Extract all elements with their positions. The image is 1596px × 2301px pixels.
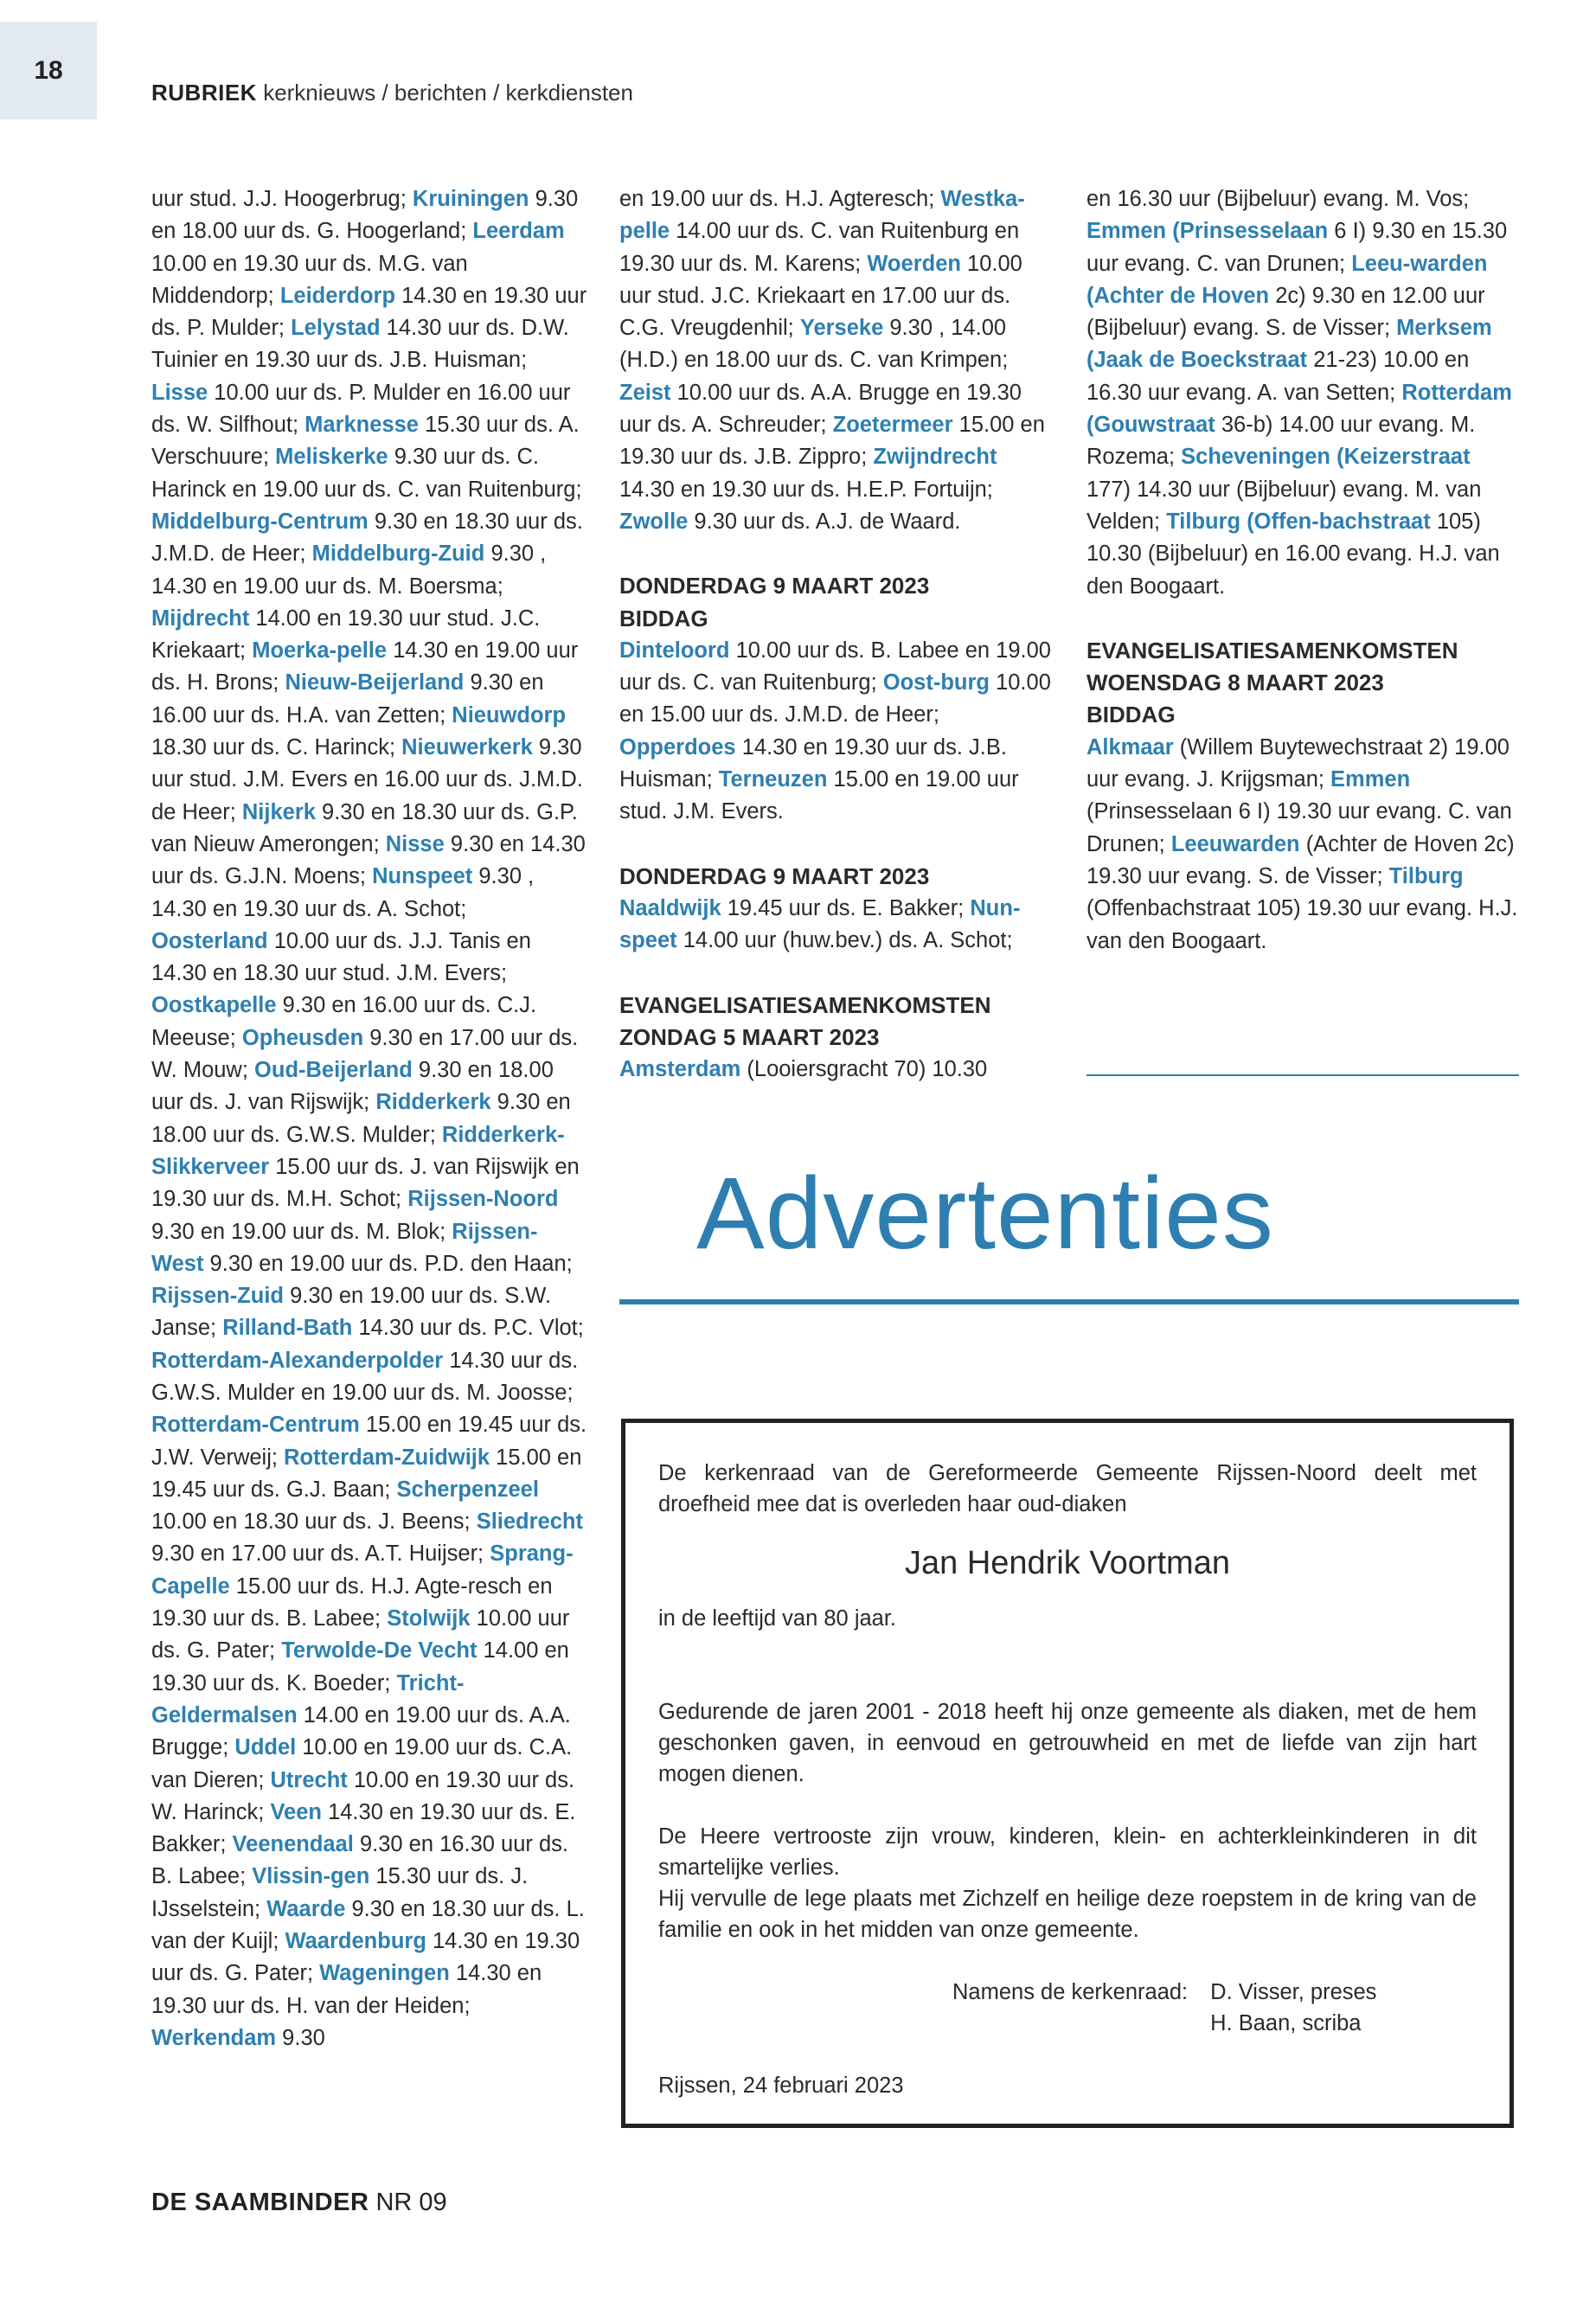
location-name: Dinteloord [619, 638, 730, 663]
location-name: Nisse [385, 831, 445, 856]
notice-place-date: Rijssen, 24 februari 2023 [658, 2073, 904, 2098]
notice-paragraph: De Heere vertrooste zijn vrouw, kinderen, klein- en achterkleinkinderen in dit smartelijke verlies. [658, 1824, 1477, 1880]
location-name: Alkmaar [1086, 734, 1174, 760]
service-details: 14.30 en 19.30 uur ds. J.B. Huisman; [619, 734, 1007, 792]
service-details: 15.00 en 19.00 uur stud. J.M. Evers. [619, 767, 1019, 824]
location-name: Oostkapelle [151, 993, 277, 1018]
notice-signature [952, 1977, 1376, 2039]
column-2-services [619, 183, 1056, 1086]
signer-scriba: H. Baan, scriba [1210, 2011, 1362, 2035]
location-name: Werkendam [151, 2025, 277, 2050]
service-details: 2c) 9.30 en 12.00 uur (Bijbeluur) evang. S. de Visser; [1086, 283, 1485, 341]
service-details: (Offenbachstraat 105) 19.30 uur evang. H.J. van den Boogaart. [1086, 896, 1518, 953]
service-details: 15.00 en 19.45 uur ds. J.W. Verweij; [151, 1413, 587, 1470]
service-details: 10.00 uur ds. P. Mulder en 16.00 uur ds. W. Silfhout; [151, 380, 571, 438]
service-details: 177) 14.30 uur (Bijbeluur) evang. M. van Velden; [1086, 477, 1482, 534]
thursday-services [619, 893, 1056, 958]
service-details: 10.00 en 19.00 uur ds. C.A. van Dieren; [151, 1735, 573, 1792]
service-details: 10.00 en 18.30 uur ds. J. Beens; [151, 1509, 477, 1535]
service-details: 9.30 en 18.30 uur ds. J.M.D. de Heer; [151, 509, 583, 567]
page-number: 18 [0, 22, 97, 119]
service-details: 10.00 en 19.30 uur ds. W. Harinck; [151, 1767, 575, 1824]
page-header [151, 80, 633, 106]
service-details: 14.30 uur ds. D.W. Tuinier en 19.30 uur ds. J.B. Huisman; [151, 316, 569, 373]
location-name: Sliedrecht [476, 1509, 583, 1535]
location-name: Stolwijk [387, 1606, 471, 1631]
service-details: 10.00 uur ds. G. Pater; [151, 1606, 570, 1663]
location-name: Ridderkerk [375, 1090, 491, 1115]
location-name: Leerdam [472, 219, 565, 244]
column-3-services [1086, 183, 1519, 958]
service-details: 14.30 en 19.30 uur ds. G. Pater; [151, 1929, 580, 1986]
location-name: Tricht-Geldermalsen [151, 1670, 465, 1727]
location-name: Leiderdorp [279, 283, 396, 308]
service-details: 9.30 , 14.00 (H.D.) en 18.00 uur ds. C. van Krimpen; [619, 316, 1009, 373]
service-details: 15.00 en 19.30 uur ds. J.B. Zippro; [619, 413, 1045, 470]
location-name: Nieuw-Beijerland [285, 670, 465, 695]
service-details: 15.00 en 19.45 uur ds. G.J. Baan; [151, 1445, 582, 1502]
service-details: (Willem Buytewechstraat 2) 19.00 uur evang. J. Krijgsman; [1086, 734, 1509, 792]
advertenties-rule [619, 1299, 1519, 1304]
service-details: 9.30 uur stud. J.M. Evers en 16.00 uur ds. J.M.D. de Heer; [151, 735, 583, 824]
service-details: 9.30 en 17.00 uur ds. W. Mouw; [151, 1025, 579, 1083]
service-details: 15.00 uur ds. H.J. Agte-resch en 19.30 uur ds. B. Labee; [151, 1574, 553, 1631]
location-name: Rotterdam (Gouwstraat [1086, 380, 1512, 438]
service-details: (Looiersgracht 70) 10.30 [740, 1057, 988, 1082]
service-details: 9.30 , 14.30 en 19.30 uur ds. A. Schot; [151, 864, 535, 921]
service-details: 14.00 en 19.00 uur ds. A.A. Brugge; [151, 1702, 571, 1760]
location-name: Leeuwarden [1170, 831, 1300, 856]
service-details: 9.30 uur ds. A.J. de Waard. [688, 509, 961, 534]
location-name: Rotterdam-Alexanderpolder [151, 1348, 444, 1373]
location-name: Mijdrecht [151, 606, 250, 631]
service-details: 9.30 en 18.00 uur ds. J. van Rijswijk; [151, 1058, 554, 1115]
service-details: 10.00 uur ds. J.J. Tanis en 14.30 en 18.30 uur stud. J.M. Evers; [151, 928, 531, 986]
location-name: Uddel [234, 1735, 297, 1760]
location-name: Vlissin-gen [252, 1864, 370, 1889]
location-name: Middelburg-Centrum [151, 509, 369, 534]
section-subheading: BIDDAG [1086, 702, 1176, 728]
advertenties-title: Advertenties [696, 1157, 1274, 1271]
column-divider [1086, 1074, 1519, 1076]
section-heading: EVANGELISATIESAMENKOMSTEN [1086, 637, 1458, 663]
service-details: 9.30 en 19.00 uur ds. S.W. Janse; [151, 1284, 552, 1341]
service-details: 15.30 uur ds. A. Verschuure; [151, 413, 580, 470]
location-name: Marknesse [304, 413, 419, 438]
service-details: 18.30 uur ds. C. Harinck; [151, 735, 402, 760]
service-details: 105) 10.30 (Bijbeluur) en 16.00 evang. H.J. van den Boogaart. [1086, 509, 1500, 599]
location-name: Veen [270, 1799, 322, 1824]
service-details: 9.30 en 17.00 uur ds. A.T. Huijser; [151, 1541, 490, 1567]
service-details: 10.00 uur ds. A.A. Brugge en 19.30 uur ds. A. Schreuder; [619, 380, 1022, 438]
service-details: 14.00 uur ds. C. van Ruitenburg en 19.30 uur ds. M. Karens; [619, 219, 1020, 276]
service-details: 9.30 en 19.00 uur ds. P.D. den Haan; [203, 1251, 573, 1276]
location-name: Nieuwdorp [452, 702, 567, 727]
header-section: RUBRIEK [151, 80, 257, 106]
footer-title: DE SAAMBINDER [151, 2189, 369, 2216]
service-details: 9.30 en 18.00 uur ds. G.W.S. Mulder; [151, 1090, 571, 1147]
location-name: Rijssen-West [151, 1219, 538, 1276]
wednesday-evangelisation-services [1086, 732, 1519, 958]
location-name: Emmen (Prinsesselaan [1086, 219, 1329, 244]
location-name: Scheveningen (Keizerstraat [1181, 445, 1471, 470]
location-name: Kruiningen [412, 187, 529, 211]
section-subheading: WOENSDAG 8 MAART 2023 [1086, 670, 1384, 696]
location-name: Merksem (Jaak de Boeckstraat [1086, 316, 1492, 373]
service-details: en 16.30 uur (Bijbeluur) evang. M. Vos; [1086, 187, 1470, 211]
location-name: Nun-speet [619, 895, 1021, 953]
service-details: 19.45 uur ds. E. Bakker; [721, 895, 971, 920]
death-notice [621, 1419, 1514, 2128]
section-subheading: ZONDAG 5 MAART 2023 [619, 1023, 880, 1050]
location-name: Waarde [266, 1896, 346, 1921]
service-details: 9.30 en 18.00 uur ds. G. Hoogerland; [151, 187, 579, 244]
service-details: 14.00 en 19.30 uur stud. J.C. Kriekaart; [151, 606, 541, 663]
column-1-services [151, 183, 588, 2054]
footer-issue: NR 09 [375, 2189, 447, 2216]
service-details: 9.30 , 14.30 en 19.00 uur ds. M. Boersma; [151, 542, 547, 599]
location-name: Emmen [1330, 767, 1411, 792]
location-name: Lelystad [291, 316, 381, 341]
service-details: 14.30 en 19.00 uur ds. H. Brons; [151, 638, 579, 695]
location-name: Rotterdam-Zuidwijk [284, 1445, 490, 1470]
location-name: Rotterdam-Centrum [151, 1413, 360, 1438]
location-name: Rijssen-Noord [407, 1187, 559, 1212]
evangelisation-services [619, 1054, 1056, 1086]
section-subheading: BIDDAG [619, 605, 708, 631]
location-name: Terneuzen [718, 767, 828, 792]
biddag-services [619, 635, 1056, 829]
location-name: Oosterland [151, 928, 268, 953]
location-name: Woerden [867, 251, 961, 276]
service-details: 21-23) 10.00 en 16.30 uur evang. A. van Setten; [1086, 348, 1470, 405]
service-details: 14.30 en 19.30 uur ds. H. van der Heiden; [151, 1961, 542, 2018]
service-details: (Achter de Hoven 2c) 19.30 uur evang. S. de Visser; [1086, 831, 1515, 888]
location-name: Westka-pelle [619, 187, 1025, 244]
location-name: Zwijndrecht [873, 445, 997, 470]
location-name: Waardenburg [285, 1929, 426, 1954]
location-name: Amsterdam [619, 1057, 741, 1082]
service-details: 15.30 uur ds. J. IJsselstein; [151, 1864, 529, 1921]
location-name: Tilburg (Offen-bachstraat [1166, 509, 1431, 534]
header-subtitle: kerknieuws / berichten / kerkdiensten [263, 80, 633, 106]
location-name: Sprang-Capelle [151, 1541, 574, 1599]
location-name: Nieuwerkerk [401, 735, 533, 760]
location-name: Scherpenzeel [396, 1477, 539, 1502]
service-details: 6 I) 9.30 en 15.30 uur evang. C. van Drunen; [1086, 219, 1508, 276]
service-details: 10.00 en 19.30 uur ds. M.G. van Middendorp; [151, 251, 468, 308]
service-details: 9.30 en 14.30 uur ds. G.J.N. Moens; [151, 831, 586, 889]
section-heading: DONDERDAG 9 MAART 2023 [619, 573, 930, 599]
location-name: Terwolde-De Vecht [281, 1638, 478, 1663]
location-name: Yerseke [799, 316, 884, 341]
location-name: Veenendaal [232, 1832, 354, 1857]
location-name: Zoetermeer [832, 413, 953, 438]
location-name: Tilburg [1388, 863, 1464, 888]
location-name: Rilland-Bath [222, 1316, 353, 1341]
services-list-continued [619, 183, 1056, 538]
service-details: en 19.00 uur ds. H.J. Agteresch; [619, 187, 941, 211]
location-name: Wageningen [319, 1961, 450, 1986]
location-name: Middelburg-Zuid [311, 542, 485, 567]
location-name: Zwolle [619, 509, 689, 534]
service-details: 10.00 en 15.00 uur ds. J.M.D. de Heer; [619, 670, 1051, 727]
service-details: uur stud. J.J. Hoogerbrug; [151, 187, 413, 211]
service-details: 14.30 en 19.30 uur ds. P. Mulder; [151, 283, 587, 341]
location-name: Lisse [151, 380, 208, 405]
service-details: 14.00 uur (huw.bev.) ds. A. Schot; [676, 928, 1013, 953]
notice-age: in de leeftijd van 80 jaar. [658, 1606, 897, 1631]
section-heading: DONDERDAG 9 MAART 2023 [619, 862, 930, 889]
service-details: 9.30 en 16.00 uur ds. H.A. van Zetten; [151, 670, 544, 727]
service-details: 9.30 [276, 2025, 325, 2050]
location-name: Oud-Beijerland [254, 1058, 413, 1083]
services-list [151, 183, 588, 2054]
service-details: 14.30 uur ds. G.W.S. Mulder en 19.00 uur ds. M. Joosse; [151, 1348, 579, 1405]
location-name: Oost-burg [882, 670, 990, 695]
location-name: Leeu-warden (Achter de Hoven [1086, 251, 1488, 308]
signature-label: Namens de kerkenraad: [952, 1980, 1189, 2004]
notice-intro: De kerkenraad van de Gereformeerde Gemeente Rijssen-Noord deelt met droefheid mee dat is overleden haar oud-diaken [658, 1461, 1477, 1516]
location-name: Meliskerke [275, 445, 388, 470]
service-details: 9.30 en 18.30 uur ds. G.P. van Nieuw Amerongen; [151, 799, 578, 856]
location-name: Opperdoes [619, 734, 736, 760]
location-name: Zeist [619, 380, 671, 405]
location-name: Nunspeet [372, 864, 473, 889]
service-details: 9.30 en 18.30 uur ds. L. van der Kuijl; [151, 1896, 585, 1954]
deceased-name: Jan Hendrik Voortman [905, 1545, 1230, 1581]
evangelisation-services-continued [1086, 183, 1519, 603]
page-footer [151, 2189, 447, 2217]
location-name: Moerka-pelle [252, 638, 388, 663]
service-details: 10.00 uur stud. J.C. Kriekaart en 17.00 uur ds. C.G. Vreugdenhil; [619, 251, 1022, 341]
service-details: 15.00 uur ds. J. van Rijswijk en 19.30 uur ds. M.H. Schot; [151, 1154, 580, 1212]
service-details: 9.30 en 19.00 uur ds. M. Blok; [151, 1219, 452, 1244]
location-name: Utrecht [270, 1767, 348, 1792]
service-details: 14.30 uur ds. P.C. Vlot; [352, 1316, 584, 1341]
location-name: Nijkerk [241, 799, 316, 824]
service-details: 9.30 en 16.00 uur ds. C.J. Meeuse; [151, 993, 537, 1050]
location-name: Naaldwijk [619, 895, 721, 920]
location-name: Opheusden [241, 1025, 364, 1050]
notice-paragraph: Gedurende de jaren 2001 - 2018 heeft hij onze gemeente als diaken, met de hem geschonken gaven, in eenvoud en getrouwheid en met de liefde van zijn hart mogen dienen. [658, 1700, 1477, 1786]
location-name: Rijssen-Zuid [151, 1284, 285, 1309]
location-name: Ridderkerk-Slikkerveer [151, 1122, 565, 1179]
service-details: 36-b) 14.00 uur evang. M. Rozema; [1086, 413, 1476, 470]
service-details: (Prinsesselaan 6 I) 19.30 uur evang. C. van Drunen; [1086, 799, 1512, 856]
service-details: 14.30 en 19.30 uur ds. H.E.P. Fortuijn; [619, 477, 993, 502]
section-heading: EVANGELISATIESAMENKOMSTEN [619, 991, 991, 1018]
notice-paragraph: Hij vervulle de lege plaats met Zichzelf en heilige deze roepstem in de kring van de familie en ook in het midden van onze gemeente. [658, 1887, 1477, 1942]
service-details: 14.00 en 19.30 uur ds. K. Boeder; [151, 1638, 569, 1695]
service-details: 14.30 en 19.30 uur ds. E. Bakker; [151, 1799, 576, 1857]
service-details: 9.30 uur ds. C. Harinck en 19.00 uur ds. C. van Ruitenburg; [151, 445, 582, 502]
service-details: 10.00 uur ds. B. Labee en 19.00 uur ds. C. van Ruitenburg; [619, 638, 1051, 695]
service-details: 9.30 en 16.30 uur ds. B. Labee; [151, 1832, 568, 1889]
signer-preses: D. Visser, preses [1210, 1980, 1377, 2004]
